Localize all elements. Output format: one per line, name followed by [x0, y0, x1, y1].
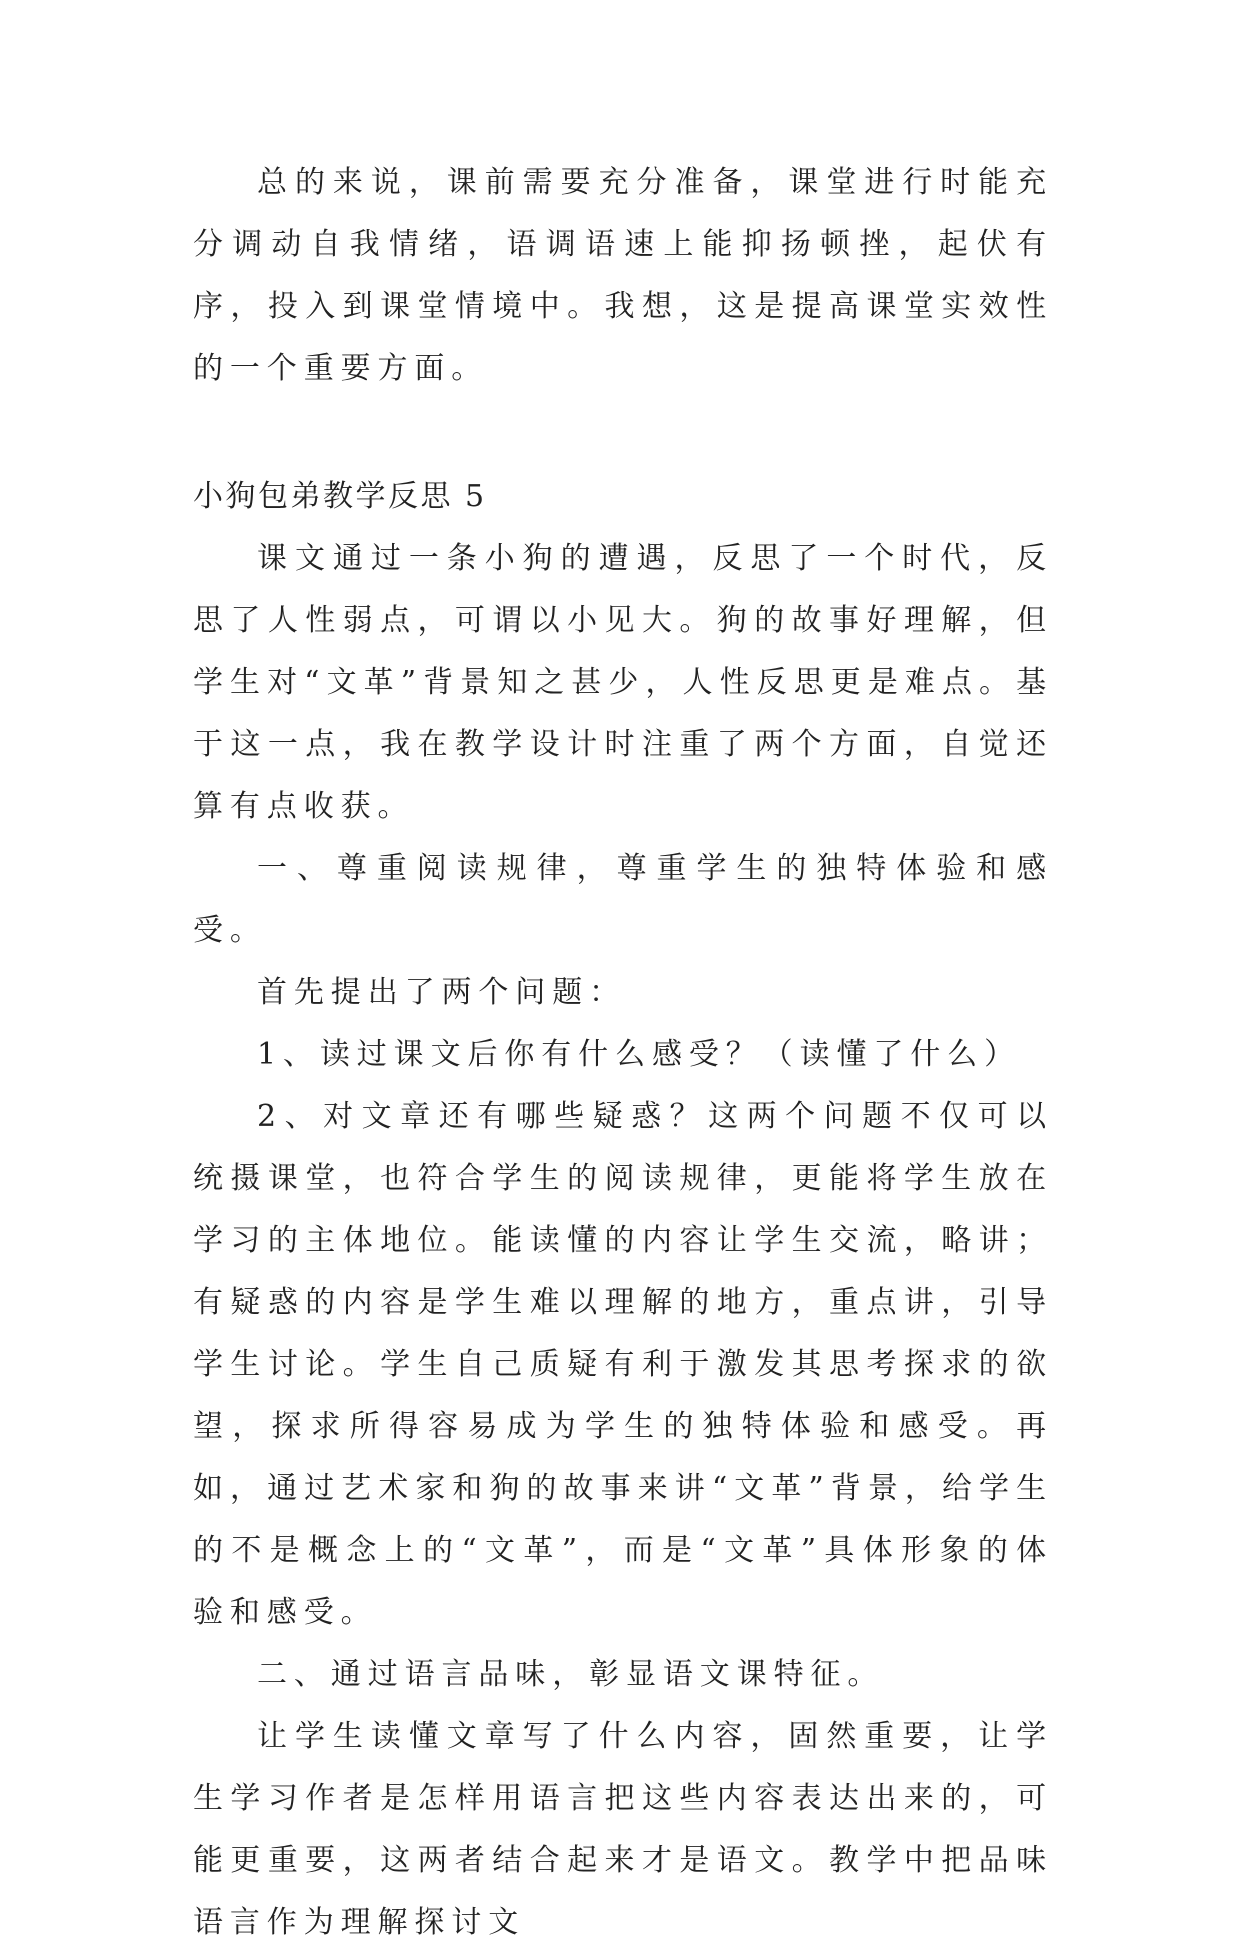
point-one-heading: 一、尊重阅读规律，尊重学生的独特体验和感受。 — [193, 851, 1053, 948]
body-paragraph: 课文通过一条小狗的遭遇，反思了一个时代，反思了人性弱点，可谓以小见大。狗的故事好理解，但学生对“文革”背景知之甚少，人性反思更是难点。基于这一点，我在教学设计时注重了两个方面，自觉还算有点收获。 — [193, 541, 1053, 824]
point-two-heading: 二、通过语言品味，彰显语文课特征。 — [257, 1657, 885, 1692]
question-one: 1、读过课文后你有什么感受？（读懂了什么） — [257, 1037, 1021, 1072]
body-paragraph: 让学生读懂文章写了什么内容，固然重要，让学生学习作者是怎样用语言把这些内容表达出来的，可能更重要，这两者结合起来才是语文。教学中把品味语言作为理解探讨文 — [193, 1719, 1053, 1940]
body-paragraph: 首先提出了两个问题： — [257, 975, 626, 1010]
document-body — [193, 152, 1053, 1954]
section-title: 小狗包弟教学反思 5 — [193, 479, 487, 514]
question-two-paragraph: 2、对文章还有哪些疑惑？这两个问题不仅可以统摄课堂，也符合学生的阅读规律，更能将学生放在学习的主体地位。能读懂的内容让学生交流，略讲；有疑惑的内容是学生难以理解的地方，重点讲，引导学生讨论。学生自己质疑有利于激发其思考探求的欲望，探求所得容易成为学生的独特体验和感受。再如，通过艺术家和狗的故事来讲“文革”背景，给学生的不是概念上的“文革”，而是“文革”具体形象的体验和感受。 — [193, 1099, 1053, 1630]
intro-paragraph: 总的来说，课前需要充分准备，课堂进行时能充分调动自我情绪，语调语速上能抑扬顿挫，起伏有序，投入到课堂情境中。我想，这是提高课堂实效性的一个重要方面。 — [193, 165, 1053, 386]
